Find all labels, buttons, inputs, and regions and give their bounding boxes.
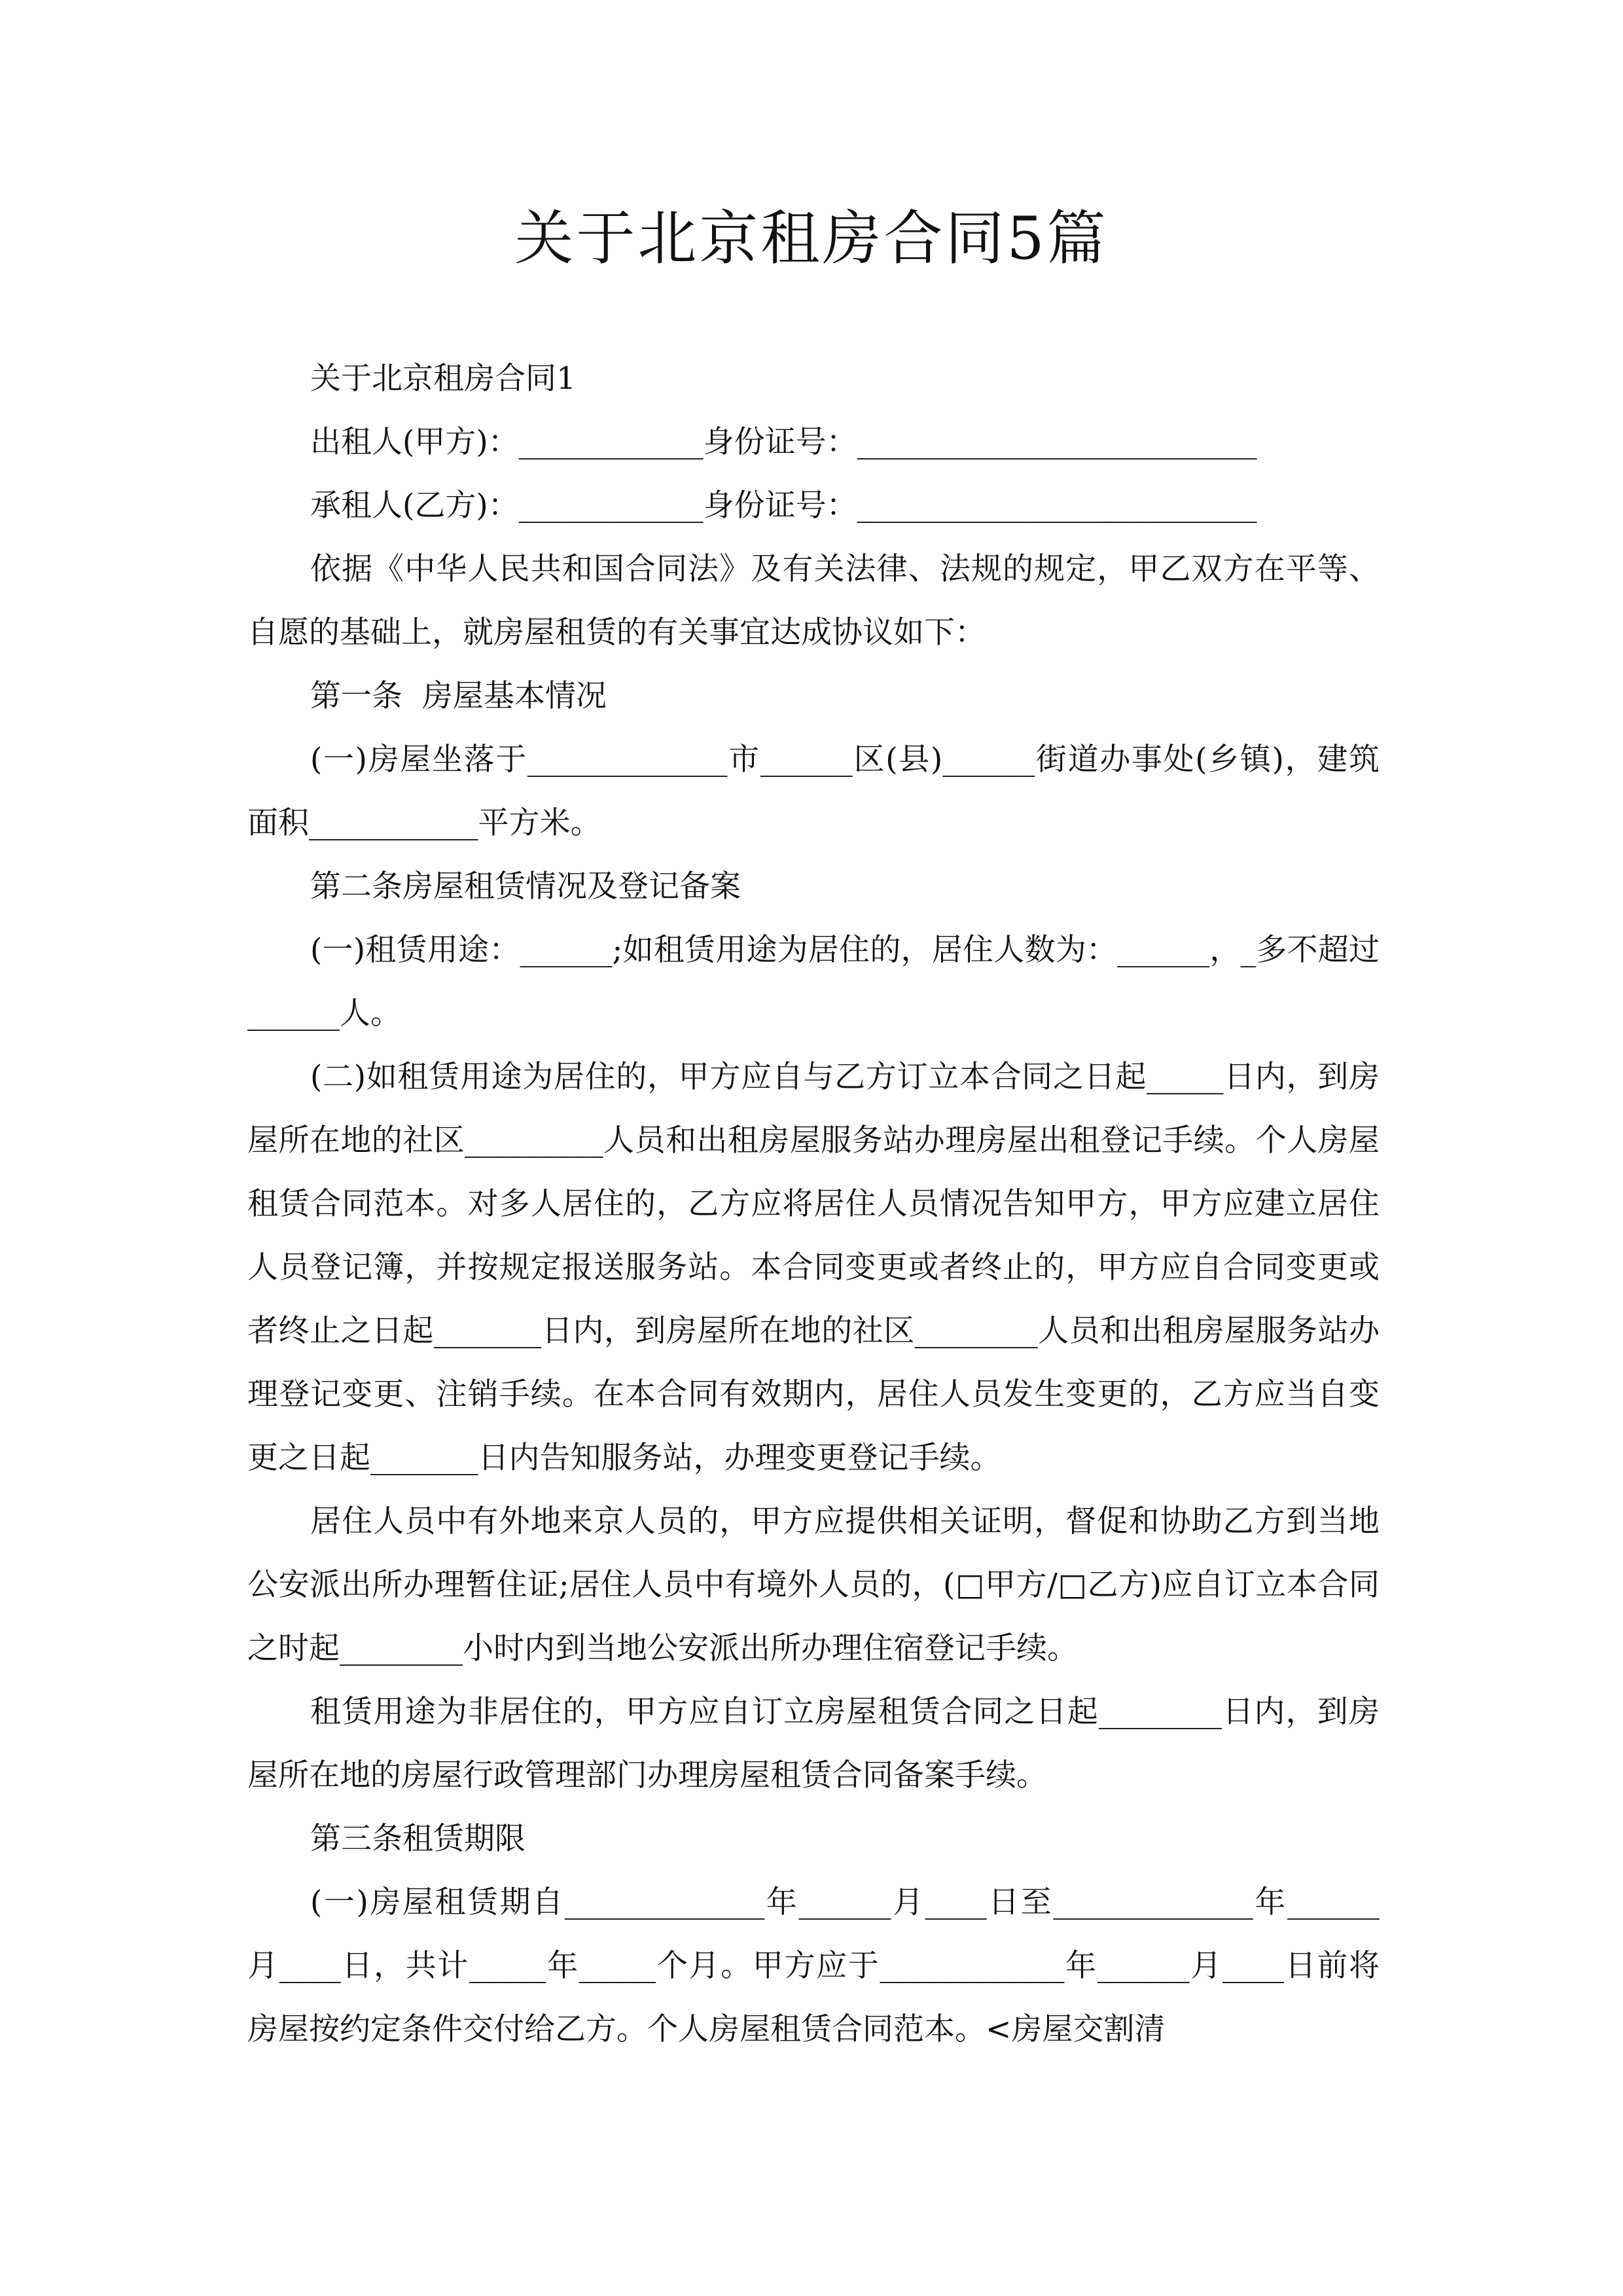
lessee-line: 承租人(乙方)：____________身份证号：__________________________ (310, 488, 1257, 524)
article-2-foreign-residents: 居住人员中有外地来京人员的，甲方应提供相关证明，督促和协助乙方到当地公安派出所办理暂住证;居住人员中有境外人员的，(□甲方/□乙方)应自订立本合同之时起________小时内到当地公安派出所办理住宿登记手续。 (247, 1503, 1380, 1666)
article-1-item-1: (一)房屋坐落于_____________市______区(县)______街道办事处(乡镇)，建筑面积___________平方米。 (247, 742, 1380, 841)
article-3-item-1: (一)房屋租赁期自_____________年______月____日至_____________年______月____日，共计_____年_____个月。甲方应于____________年______月____日前将房屋按约定条件交付给乙方。个人房屋租赁合同范本。<房屋交割清 (247, 1884, 1380, 2047)
lessor-line: 出租人(甲方)：____________身份证号：__________________________ (310, 424, 1257, 460)
article-2-item-2: (二)如租赁用途为居住的，甲方应自与乙方订立本合同之日起_____日内，到房屋所在地的社区_________人员和出租房屋服务站办理房屋出租登记手续。个人房屋租赁合同范本。对多人居住的，乙方应将居住人员情况告知甲方，甲方应建立居住人员登记簿，并按规定报送服务站。本合同变更或者终止的，甲方应自合同变更或者终止之日起_______日内，到房屋所在地的社区________人员和出租房屋服务站办理登记变更、注销手续。在本合同有效期内，居住人员发生变更的，乙方应当自变更之日起_______日内告知服务站，办理变更登记手续。 (247, 1059, 1380, 1476)
article-2-non-residential: 租赁用途为非居住的，甲方应自订立房屋租赁合同之日起________日内，到房屋所在地的房屋行政管理部门办理房屋租赁合同备案手续。 (247, 1694, 1380, 1793)
document-body (247, 347, 1380, 2061)
document-title: 关于北京租房合同5篇 (514, 204, 1109, 273)
section-heading-contract-1: 关于北京租房合同1 (310, 361, 576, 397)
article-2-item-1: (一)租赁用途：______;如租赁用途为居住的，居住人数为：______，_多不超过______人。 (247, 932, 1380, 1031)
article-2-heading: 第二条房屋租赁情况及登记备案 (310, 869, 741, 905)
article-3-heading: 第三条租赁期限 (310, 1821, 526, 1857)
article-1-heading: 第一条 房屋基本情况 (310, 678, 607, 714)
preamble-paragraph: 依据《中华人民共和国合同法》及有关法律、法规的规定，甲乙双方在平等、自愿的基础上，就房屋租赁的有关事宜达成协议如下： (247, 551, 1380, 651)
